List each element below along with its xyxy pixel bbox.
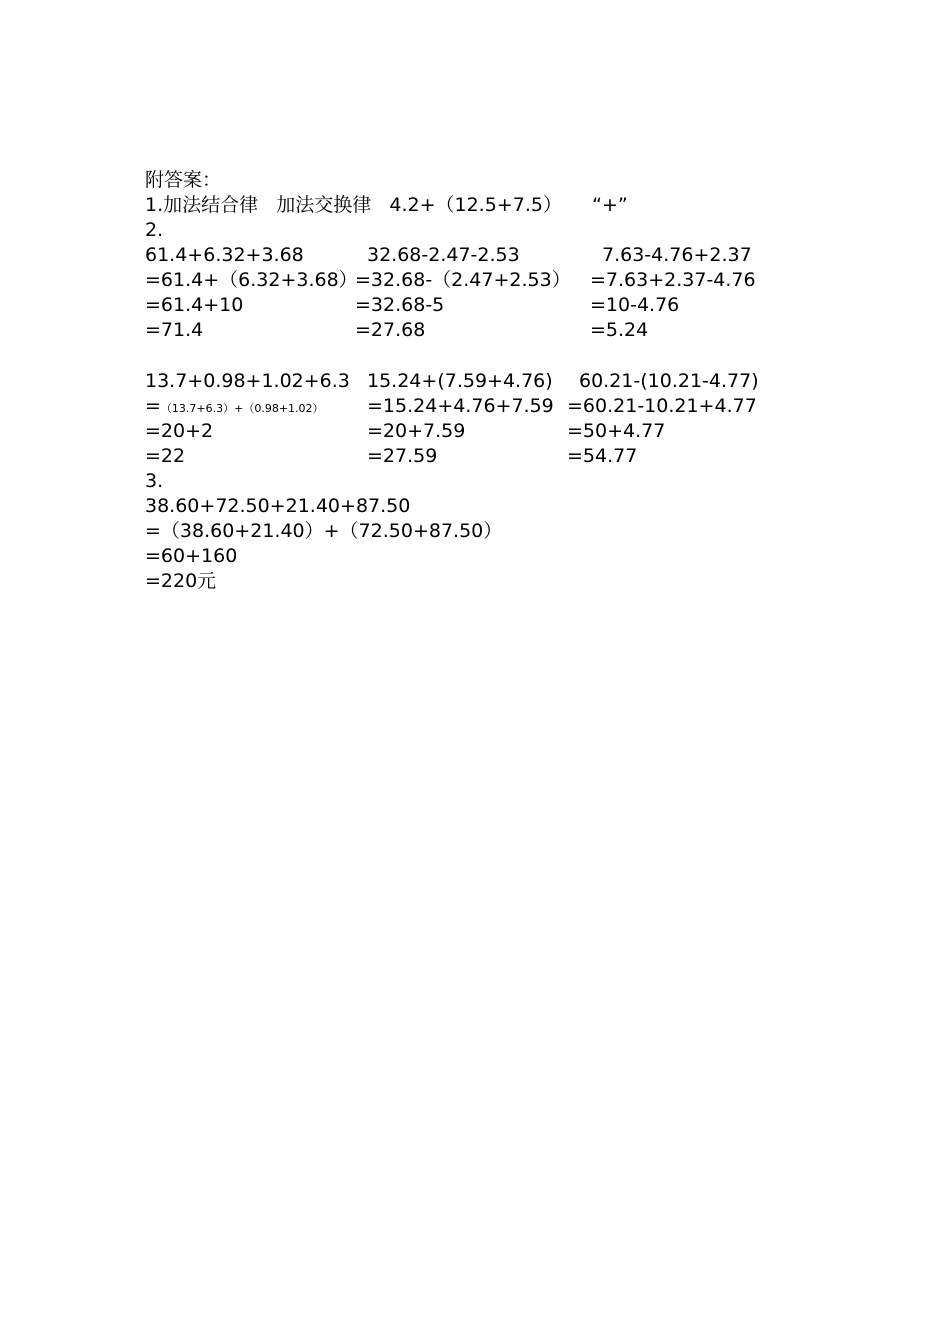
answer-q2-label: 2. (145, 219, 164, 241)
q3-line1: 38.60+72.50+21.40+87.50 (145, 495, 411, 517)
q2-r1-c1-line1: 61.4+6.32+3.68 (145, 244, 304, 266)
q2-r2-c2-line3: =20+7.59 (367, 420, 466, 442)
q3-line2: =（38.60+21.40）+（72.50+87.50） (145, 520, 503, 542)
q2-r2-c3-line2: =60.21-10.21+4.77 (567, 395, 757, 417)
q2-r2-c1-line3: =20+2 (145, 420, 214, 442)
q2-r2-c2-line1: 15.24+(7.59+4.76) (367, 370, 553, 392)
q2-r1-c3-line4: =5.24 (590, 319, 649, 341)
q2-r1-c2-line3: =32.68-5 (355, 294, 445, 316)
q2-r1-c3-line2: =7.63+2.37-4.76 (590, 269, 756, 291)
q2-r1-c1-line3: =61.4+10 (145, 294, 244, 316)
equals-sign: = (145, 395, 161, 417)
answers-title: 附答案： (145, 169, 222, 191)
q2-r2-c1-line1: 13.7+0.98+1.02+6.3 (145, 370, 350, 392)
q2-r2-c3-line4: =54.77 (567, 445, 638, 467)
q2-r1-c3-line3: =10-4.76 (590, 294, 680, 316)
q2-r1-c2-line4: =27.68 (355, 319, 426, 341)
q2-r2-c3-line1: 60.21-(10.21-4.77) (579, 370, 759, 392)
q2-r1-c3-line1: 7.63-4.76+2.37 (602, 244, 752, 266)
q2-r1-c2-line1: 32.68-2.47-2.53 (367, 244, 520, 266)
answer-q3-label: 3. (145, 470, 164, 492)
q2-r1-c2-line2: =32.68-（2.47+2.53） (355, 269, 571, 291)
q2-r2-c2-line4: =27.59 (367, 445, 438, 467)
q2-r1-c1-line4: =71.4 (145, 319, 204, 341)
q2-r2-c1-line2 (145, 394, 324, 418)
q2-r2-c3-line3: =50+4.77 (567, 420, 666, 442)
q2-r2-c2-line2: =15.24+4.76+7.59 (367, 395, 554, 417)
q2-r2-c1-line4: =22 (145, 445, 186, 467)
small-expression: （13.7+6.3）+（0.98+1.02） (160, 402, 324, 415)
q2-r1-c1-line2: =61.4+（6.32+3.68） (145, 269, 358, 291)
answer-q1: 1.加法结合律 加法交换律 4.2+（12.5+7.5） “+” (145, 194, 628, 216)
q3-line4: =220元 (145, 570, 217, 592)
q3-line3: =60+160 (145, 545, 238, 567)
